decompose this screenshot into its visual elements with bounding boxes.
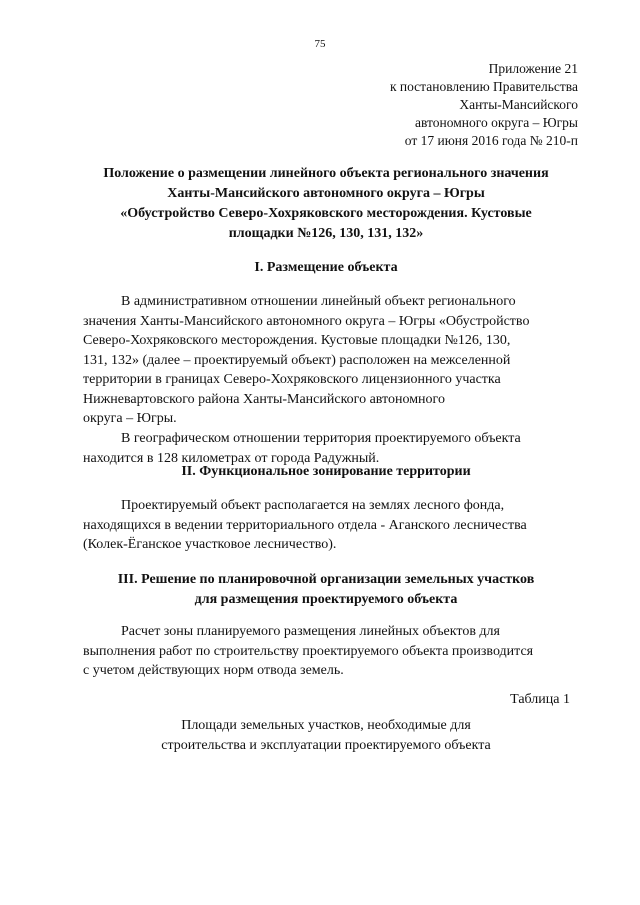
- appendix-line: Приложение 21: [488, 61, 578, 76]
- caption-line: Площади земельных участков, необходимые для: [181, 718, 471, 733]
- text-line: 131, 132» (далее – проектируемый объект) расположен на межселенной: [83, 352, 511, 368]
- appendix-line: от 17 июня 2016 года № 210-п: [404, 133, 578, 148]
- table-label: Таблица 1: [510, 692, 570, 707]
- text-line: (Колек-Ёганское участковое лесничество).: [83, 537, 337, 552]
- text-line: выполнения работ по строительству проектируемого объекта производится: [83, 643, 534, 659]
- document-title: [80, 164, 572, 244]
- heading-text: для размещения проектируемого объекта: [194, 592, 458, 607]
- section-2-heading: [80, 462, 572, 482]
- section-2-paragraph-1: [83, 496, 573, 555]
- title-line: площадки №126, 130, 131, 132»: [228, 226, 424, 241]
- page-number: 75: [314, 38, 326, 50]
- text-line: В географическом отношении территория проектируемого объекта: [121, 431, 521, 446]
- text-line: территории в границах Северо-Хохряковского лицензионного участка: [83, 372, 501, 387]
- appendix-reference: [390, 60, 578, 150]
- table-caption: [80, 716, 572, 756]
- text-line: Проектируемый объект располагается на землях лесного фонда,: [121, 498, 505, 513]
- text-line: значения Ханты-Мансийского автономного округа – Югры «Обустройство: [83, 313, 530, 329]
- appendix-line: Ханты-Мансийского: [459, 97, 578, 112]
- appendix-line: автономного округа – Югры: [415, 115, 578, 130]
- section-3-heading: [80, 570, 572, 610]
- heading-text: III. Решение по планировочной организации земельных участков: [117, 572, 535, 587]
- title-line: Положение о размещении линейного объекта регионального значения: [103, 166, 549, 181]
- text-line: Расчет зоны планируемого размещения линейных объектов для: [121, 624, 500, 639]
- section-3-paragraph-1: [83, 622, 573, 681]
- text-line: [83, 292, 573, 312]
- caption-line: строительства и эксплуатации проектируемого объекта: [161, 738, 491, 753]
- heading-text: I. Размещение объекта: [254, 260, 398, 275]
- text-line: Нижневартовского района Ханты-Мансийского автономного: [83, 391, 445, 407]
- text-line: с учетом действующих норм отвода земель.: [83, 663, 344, 678]
- title-line: Ханты-Мансийского автономного округа – Югры: [167, 186, 485, 201]
- text-line: находится в 128 километрах от города Радужный.: [83, 450, 380, 466]
- text-line: Северо-Хохряковского месторождения. Кустовые площадки №126, 130,: [83, 333, 511, 348]
- heading-text: II. Функциональное зонирование территории: [181, 464, 471, 479]
- text-line-content: В административном отношении линейный объект регионального: [121, 294, 516, 309]
- text-line: округа – Югры.: [83, 411, 177, 426]
- title-line: «Обустройство Северо-Хохряковского месторождения. Кустовые: [120, 206, 532, 221]
- appendix-line: к постановлению Правительства: [389, 79, 578, 94]
- section-1-heading: [80, 258, 572, 278]
- section-1-paragraph-1: [83, 292, 573, 429]
- text-line: находящихся в ведении территориального отдела - Аганского лесничества: [83, 517, 527, 533]
